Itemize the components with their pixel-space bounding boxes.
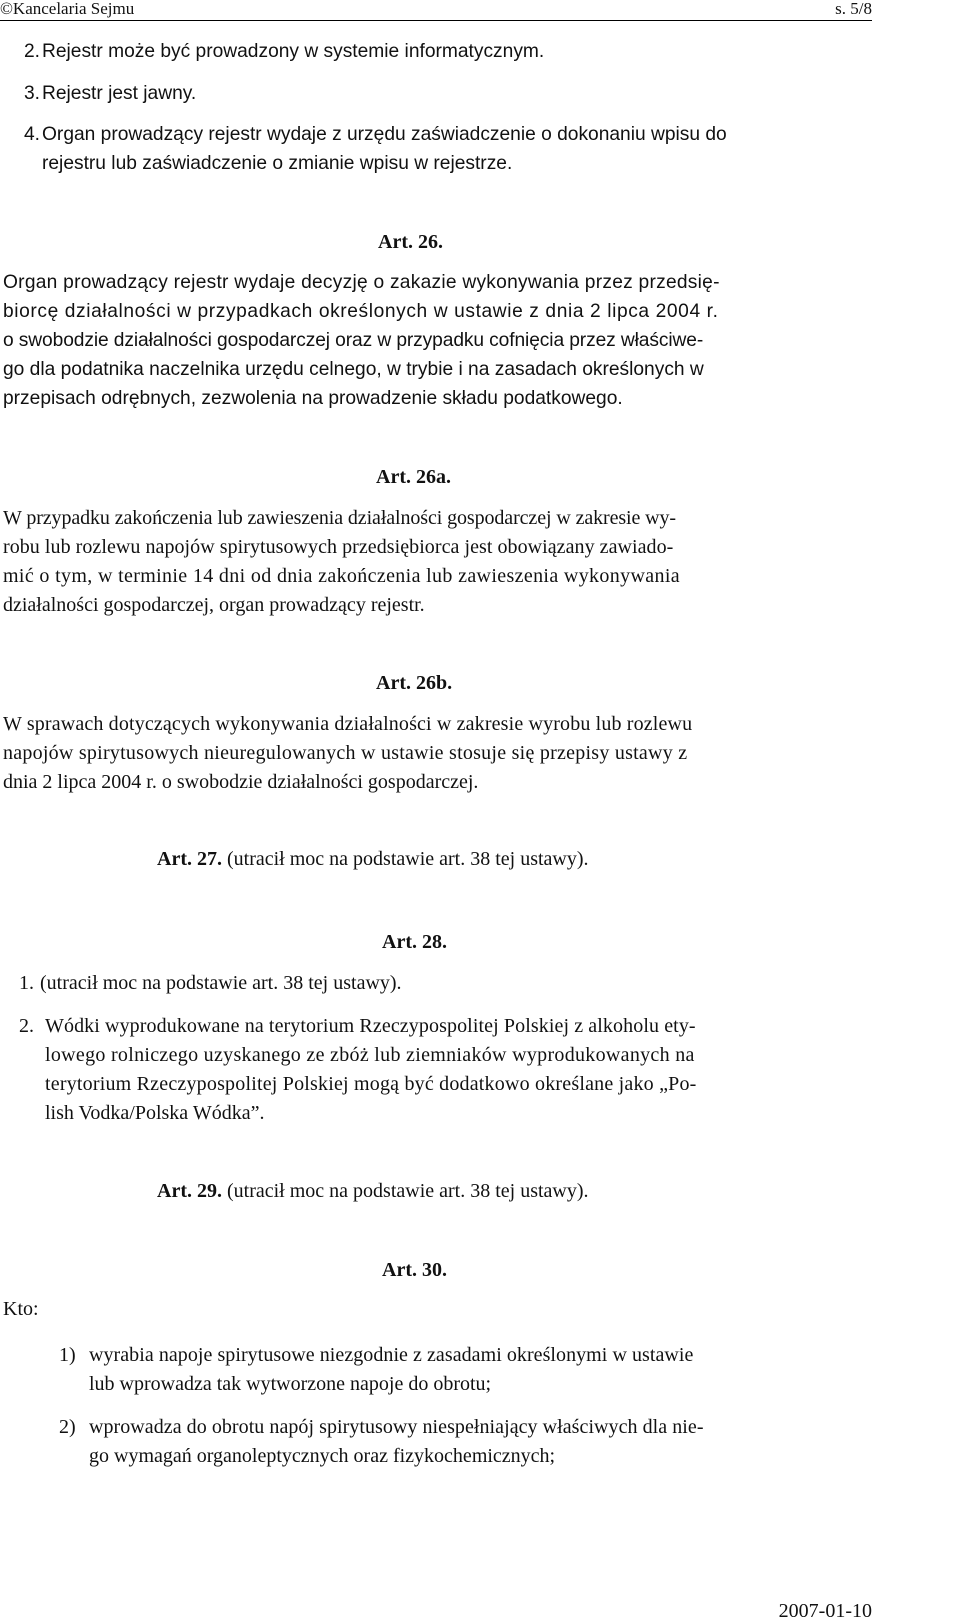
item-text-line: Organ prowadzący rejestr wydaje z urzędu zaświadczenie o dokonaniu wpisu do [42, 124, 727, 145]
item-text: Rejestr może być prowadzony w systemie informatycznym. [42, 41, 545, 62]
article-text-line: go dla podatnika naczelnika urzędu celnego, w trybie i na zasadach określonych w [3, 359, 704, 380]
point-text-line: go wymagań organoleptycznych oraz fizykochemicznych; [89, 1445, 556, 1467]
article-heading: Art. 29. [157, 1180, 222, 1202]
footer-date: 2007-01-10 [778, 1600, 872, 1622]
article-heading: Art. 28. [382, 931, 447, 953]
article-text-line: dnia 2 lipca 2004 r. o swobodzie działalności gospodarczej. [3, 771, 479, 793]
article-text-line: napojów spirytusowych nieuregulowanych w ustawie stosuje się przepisy ustawy z [3, 742, 688, 764]
item-number: 2. [19, 1015, 34, 1037]
article-heading: Art. 26. [378, 231, 443, 253]
item-text-line: terytorium Rzeczypospolitej Polskiej mogą być dodatkowo określane jako „Po- [45, 1073, 697, 1095]
point-number: 1) [59, 1344, 76, 1366]
article-text-line: działalności gospodarczej, organ prowadzący rejestr. [3, 594, 425, 616]
item-number: 3. [24, 83, 41, 104]
article-text-line: W przypadku zakończenia lub zawieszenia działalności gospodarczej w zakresie wy- [3, 507, 676, 529]
article-text-line: Organ prowadzący rejestr wydaje decyzję o zakazie wykonywania przez przedsię- [3, 272, 720, 293]
point-text-line: lub wprowadza tak wytworzone napoje do obrotu; [89, 1373, 492, 1395]
point-text-line: wprowadza do obrotu napój spirytusowy niespełniający właściwych dla nie- [89, 1416, 704, 1438]
article-29 [157, 1176, 589, 1206]
item-number: 1. [19, 972, 34, 994]
page-number: s. 5/8 [835, 0, 872, 18]
article-27 [157, 844, 589, 874]
item-number: 4. [24, 124, 41, 145]
article-text-line: biorcę działalności w przypadkach określonych w ustawie z dnia 2 lipca 2004 r. [3, 301, 719, 322]
header-divider [0, 20, 872, 21]
page-header [0, 0, 960, 22]
article-text-line: przepisach odrębnych, zezwolenia na prowadzenie składu podatkowego. [3, 388, 623, 409]
article-text-line: mić o tym, w terminie 14 dni od dnia zakończenia lub zawieszenia wykonywania [3, 565, 680, 587]
item-text: Rejestr jest jawny. [42, 83, 197, 104]
article-heading: Art. 27. [157, 848, 222, 870]
article-text: (utracił moc na podstawie art. 38 tej ustawy). [221, 848, 589, 870]
article-text-line: o swobodzie działalności gospodarczej oraz w przypadku cofnięcia przez właściwe- [3, 330, 704, 351]
article-text: (utracił moc na podstawie art. 38 tej ustawy). [221, 1180, 589, 1202]
copyright-label: ©Kancelaria Sejmu [0, 0, 135, 18]
item-text-line: lish Vodka/Polska Wódka”. [45, 1102, 265, 1124]
item-text: (utracił moc na podstawie art. 38 tej ustawy). [40, 972, 402, 994]
article-heading: Art. 26a. [376, 466, 451, 488]
point-text-line: wyrabia napoje spirytusowe niezgodnie z zasadami określonymi w ustawie [89, 1344, 694, 1366]
item-text-line: lowego rolniczego uzyskanego ze zbóż lub ziemniaków wyprodukowanych na [45, 1044, 695, 1066]
article-heading: Art. 30. [382, 1259, 447, 1281]
article-text-line: W sprawach dotyczących wykonywania działalności w zakresie wyrobu lub rozlewu [3, 713, 693, 735]
point-number: 2) [59, 1416, 76, 1438]
article-heading: Art. 26b. [376, 672, 453, 694]
item-number: 2. [24, 41, 41, 62]
article-text-line: robu lub rozlewu napojów spirytusowych przedsiębiorca jest obowiązany zawiado- [3, 536, 674, 558]
item-text-line: Wódki wyprodukowane na terytorium Rzeczypospolitej Polskiej z alkoholu ety- [45, 1015, 696, 1037]
item-text-line: rejestru lub zaświadczenie o zmianie wpisu w rejestrze. [42, 153, 513, 174]
kto-label: Kto: [3, 1298, 39, 1320]
